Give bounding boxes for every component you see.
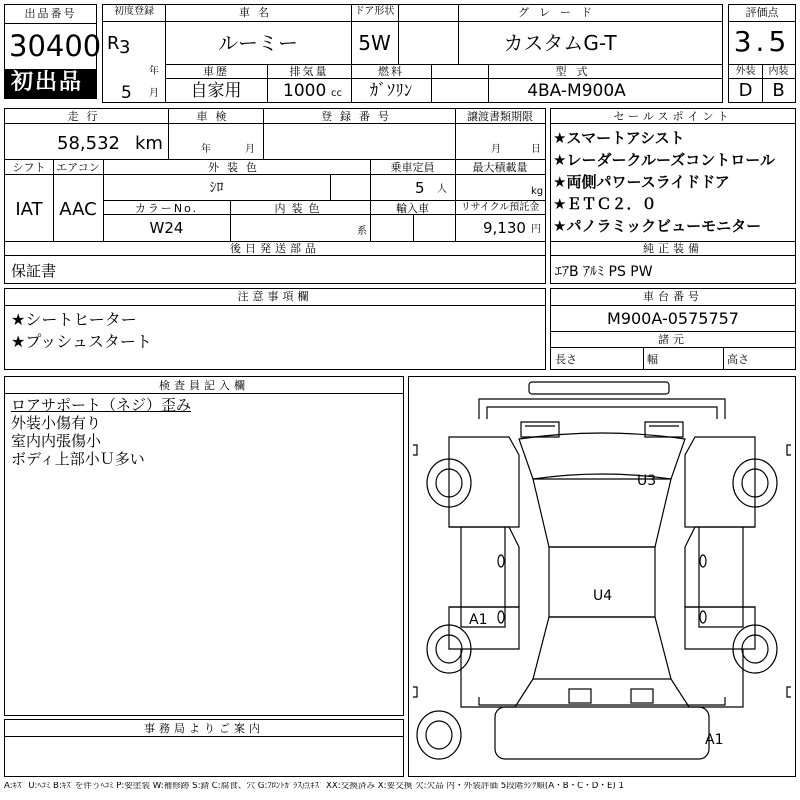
selling-point: ★両側パワースライドドア — [553, 173, 730, 191]
chassis-box — [550, 288, 796, 370]
series-unit: 系 — [357, 226, 367, 237]
import-label: 輸入車 — [396, 202, 429, 215]
car-name-label: 車名 — [239, 6, 277, 19]
height-label: 高さ — [727, 353, 749, 366]
ext-label: 外装 — [735, 66, 756, 77]
ac: AAC — [59, 199, 97, 220]
displacement-label: 排気量 — [289, 65, 329, 78]
km-unit: km — [135, 133, 163, 154]
capacity-label: 乗車定員 — [390, 161, 435, 174]
insp-year-unit: 年 — [201, 144, 211, 155]
shift-label: シフト — [12, 161, 46, 174]
selling-points-box — [550, 108, 796, 284]
door-type: 5W — [358, 31, 391, 55]
ext-grade: D — [738, 80, 753, 101]
later-parts-label: 後日発送部品 — [230, 242, 320, 255]
inspector-list — [11, 396, 391, 468]
color-no: W24 — [149, 219, 184, 237]
first-listing-badge: 初出品 — [5, 69, 96, 98]
width-label: 幅 — [647, 353, 658, 366]
notes-list — [11, 309, 531, 353]
details-grid — [4, 108, 546, 284]
ac-label: エアコン — [56, 161, 100, 174]
reg-year-unit: 年 — [149, 66, 159, 77]
inspector-item: 室内内張傷小 — [11, 432, 102, 450]
notes-label: 注意事項欄 — [237, 290, 313, 303]
history: 自家用 — [190, 81, 242, 101]
selling-point: ★パノラミックビューモニター — [553, 217, 762, 235]
capacity: 5 — [415, 179, 425, 197]
inspector-box — [4, 376, 404, 716]
note-item: ★プッシュスタート — [11, 332, 152, 351]
notes-box — [4, 288, 546, 370]
color-label: 外装色 — [208, 161, 265, 174]
cc-unit: cc — [331, 88, 342, 99]
grade-label: グレード — [518, 6, 602, 19]
office-label: 事務局よりご案内 — [144, 722, 264, 735]
transfer-label: 譲渡書類期限 — [467, 110, 533, 123]
selling-point: ★ＥＴＣ２．０ — [553, 195, 657, 213]
specs-label: 諸元 — [658, 333, 688, 346]
max-load-label: 最大積載量 — [472, 161, 528, 174]
damage-mark-u4: U4 — [593, 588, 613, 604]
car-diagram — [408, 376, 796, 777]
car-name: ルーミー — [218, 31, 298, 55]
reg-era: R — [107, 33, 120, 54]
length-label: 長さ — [555, 353, 577, 366]
color: ｼﾛ — [209, 180, 224, 196]
car-outline-drawing — [409, 377, 795, 776]
int-label: 内装 — [768, 66, 789, 77]
selling-point: ★スマートアシスト — [553, 129, 685, 147]
transfer-day-unit: 日 — [531, 144, 541, 155]
transfer-month-unit: 月 — [491, 144, 501, 155]
yen-unit: 円 — [531, 224, 541, 235]
lot-number-label: 出品番号 — [24, 7, 77, 20]
inspector-item: ボディ上部小Ｕ多い — [11, 450, 145, 468]
selling-points-label: セールスポイント — [613, 110, 733, 123]
first-reg-label: 初度登録 — [114, 6, 154, 17]
mileage: 58,532 — [57, 133, 120, 154]
int-grade: B — [772, 80, 785, 101]
inspector-label: 検査員記入欄 — [159, 379, 249, 392]
score: 3.5 — [733, 25, 791, 58]
damage-mark-a1-left: A1 — [469, 612, 488, 628]
insp-month-unit: 月 — [245, 144, 255, 155]
selling-points-list — [553, 127, 795, 237]
fuel: ｶﾞｿﾘﾝ — [369, 81, 413, 101]
lot-number: 30400 — [9, 29, 102, 63]
legend-text: A:ｷｽﾞ U:ﾍｺﾐ B:ｷｽﾞを伴うﾍｺﾐ P:要塗装 W:補修跡 S:錆 C:腐食、穴 G:ﾌﾛﾝﾄｶﾞﾗｽ点ｷｽﾞ XX:交換済み X:要交換 欠:欠品 内・外装評価 5段階ﾗﾝｸ順(A・B・C・D・E) 1 — [4, 782, 624, 791]
genuine-equipment: ｴｱB ｱﾙﾐ PS PW — [555, 264, 653, 280]
chassis-label: 車台番号 — [643, 290, 703, 303]
chassis-number: M900A-0575757 — [607, 309, 739, 328]
history-label: 車歴 — [203, 65, 229, 78]
door-label: ドア形状 — [354, 6, 395, 17]
inspector-item: ロアサポート（ネジ）歪み — [11, 396, 192, 414]
later-parts: 保証書 — [11, 262, 57, 280]
header-main-box — [102, 4, 723, 103]
score-label: 評価点 — [745, 6, 779, 19]
color-no-label: カラーNo. — [134, 202, 199, 215]
model-label: 型式 — [555, 65, 598, 78]
displacement: 1000 — [283, 81, 327, 101]
plate-label: 登録番号 — [321, 110, 397, 123]
note-item: ★シートヒーター — [11, 310, 137, 329]
mileage-label: 走行 — [67, 110, 106, 123]
recycle-fee: 9,130 — [483, 219, 526, 237]
fuel-label: 燃料 — [378, 65, 404, 78]
reg-month-unit: 月 — [149, 88, 159, 99]
selling-point: ★レーダークルーズコントロール — [553, 151, 775, 169]
genuine-label: 純正装備 — [643, 242, 703, 255]
lot-number-cell — [4, 4, 102, 99]
inspector-item: 外装小傷有り — [11, 414, 102, 432]
office-box — [4, 719, 404, 777]
reg-month: 5 — [121, 83, 132, 103]
damage-mark-u3: U3 — [637, 473, 657, 489]
interior-color-label: 内装色 — [274, 202, 326, 215]
reg-year: 3 — [119, 37, 131, 58]
score-cell — [728, 4, 796, 103]
kg-unit: kg — [531, 186, 544, 197]
inspection-label: 車検 — [196, 110, 235, 123]
shift: IAT — [15, 199, 43, 220]
grade: カスタムG-T — [503, 31, 617, 55]
model: 4BA-M900A — [527, 81, 626, 101]
person-unit: 人 — [437, 184, 447, 195]
recycle-label: リサイクル預託金 — [460, 202, 540, 213]
damage-mark-a1-bottom: A1 — [705, 732, 724, 748]
